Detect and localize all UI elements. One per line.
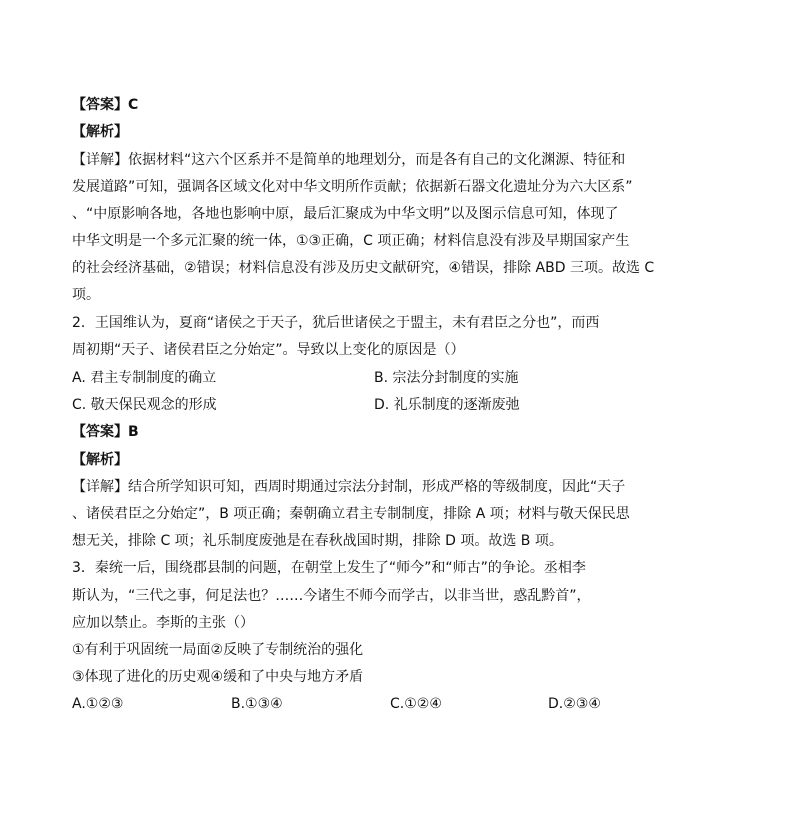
q2-option-b: B. 宗法分封制度的实施 xyxy=(374,370,519,386)
q1-analysis-tag: 【解析】 xyxy=(72,124,128,140)
q1-detail-line-6: 项。 xyxy=(72,287,100,303)
q3-statement-line-2: ③体现了进化的历史观④缓和了中央与地方矛盾 xyxy=(72,669,364,685)
q1-detail-line-2: 发展道路”可知，强调各区域文化对中华文明所作贡献；依据新石器文化遗址分为六大区系” xyxy=(72,179,633,195)
q2-question-line-2: 周初期“天子、诸侯君臣之分始定”。导致以上变化的原因是（） xyxy=(72,342,465,358)
q3-option-b: B.①③④ xyxy=(231,696,283,712)
q2-option-d: D. 礼乐制度的逐渐废弛 xyxy=(374,397,520,413)
q3-option-a: A.①②③ xyxy=(72,696,124,712)
q1-answer-value: C xyxy=(128,97,139,113)
q1-detail-line-4: 中华文明是一个多元汇聚的统一体，①③正确，C 项正确；材料信息没有涉及早期国家产生 xyxy=(72,233,630,249)
q3-option-d: D.②③④ xyxy=(548,696,601,712)
q2-detail-line-1: 【详解】结合所学知识可知，西周时期通过宗法分封制，形成严格的等级制度，因此“天子 xyxy=(72,479,626,495)
q2-answer-tag: 【答案】 xyxy=(72,424,128,440)
q1-detail-line-1: 【详解】依据材料“这六个区系并不是简单的地理划分，而是各有自己的文化渊源、特征和 xyxy=(72,152,626,168)
q2-detail-line-2: 、诸侯君臣之分始定”，B 项正确；秦朝确立君主专制制度，排除 A 项；材料与敬天保民思 xyxy=(72,506,630,522)
q3-question-line-1: 3．秦统一后，围绕郡县制的问题，在朝堂上发生了“师今”和“师古”的争论。丞相李 xyxy=(72,560,586,576)
q2-detail-line-3: 想无关，排除 C 项；礼乐制度废弛是在春秋战国时期，排除 D 项。故选 B 项。 xyxy=(72,533,563,549)
q2-analysis-tag: 【解析】 xyxy=(72,452,128,468)
q3-question-line-3: 应加以禁止。李斯的主张（） xyxy=(72,615,254,631)
q1-detail-line-3: 、“中原影响各地，各地也影响中原，最后汇聚成为中华文明”以及图示信息可知，体现了 xyxy=(72,206,619,222)
q3-statement-line-1: ①有利于巩固统一局面②反映了专制统治的强化 xyxy=(72,642,364,658)
q2-option-c: C. 敬天保民观念的形成 xyxy=(72,397,217,413)
q3-question-line-2: 斯认为，“三代之事，何足法也？……今诸生不师今而学古，以非当世，惑乱黔首”， xyxy=(72,588,591,604)
q1-detail-line-5: 的社会经济基础，②错误；材料信息没有涉及历史文献研究，④错误，排除 ABD 三项。故选 C xyxy=(72,260,655,276)
q2-answer-value: B xyxy=(128,424,139,440)
q1-answer-tag: 【答案】 xyxy=(72,97,128,113)
q2-question-line-1: 2．王国维认为，夏商“诸侯之于天子，犹后世诸侯之于盟主，未有君臣之分也”，而西 xyxy=(72,315,600,331)
q3-option-c: C.①②④ xyxy=(390,696,442,712)
q1-answer-line xyxy=(72,96,138,114)
q2-answer-line xyxy=(72,423,139,441)
q2-option-a: A. 君主专制制度的确立 xyxy=(72,370,217,386)
